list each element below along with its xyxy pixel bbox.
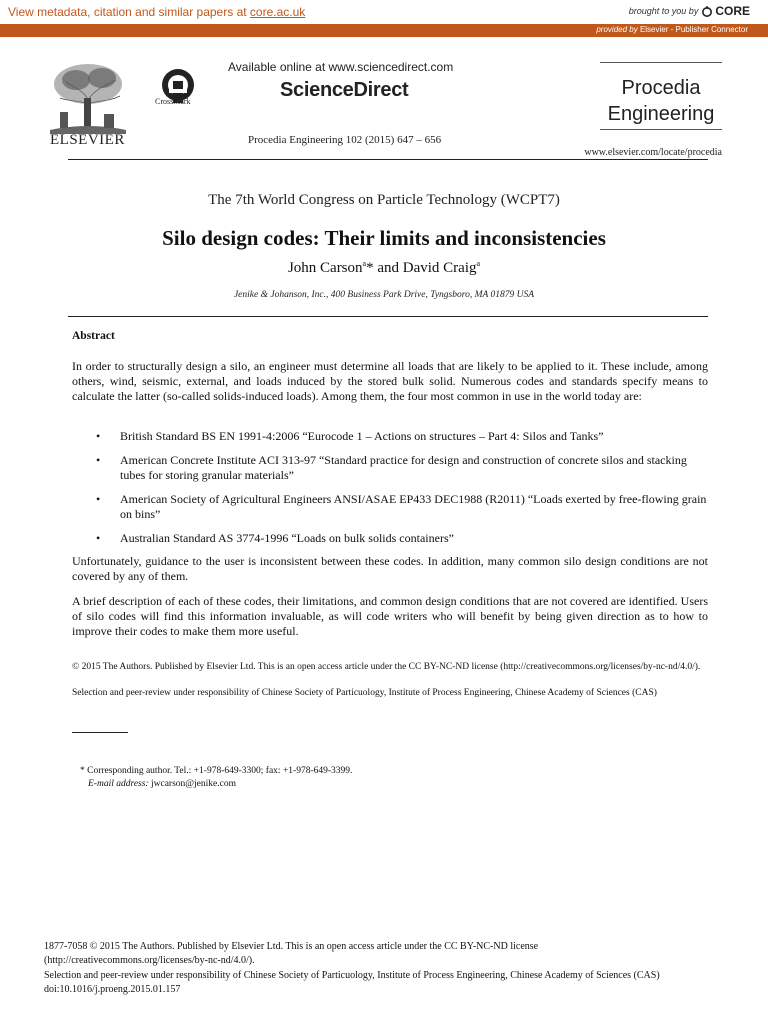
abstract-divider <box>68 316 708 317</box>
core-brand[interactable] <box>629 4 750 18</box>
paper-title: Silo design codes: Their limits and inconsistencies <box>162 226 606 250</box>
email-value[interactable]: jwcarson@jenike.com <box>148 779 236 789</box>
core-logo-icon <box>701 5 713 17</box>
journal-title-line1: Procedia <box>621 77 701 99</box>
list-item: • American Concrete Institute ACI 313-97 “Standard practice for design and construction of concrete silos and stacking tubes for storing granular materials” <box>72 453 708 492</box>
author-2: and David Craig <box>373 260 477 276</box>
corresponding-author: * Corresponding author. Tel.: +1-978-649-3300; fax: +1-978-649-3399. <box>80 766 353 776</box>
footer-line-3: Selection and peer-review under responsibility of Chinese Society of Particuology, Institute of Process Engineering, Chinese Academy of Sciences (CAS) <box>44 970 660 981</box>
author-line <box>0 259 768 277</box>
license-note: © 2015 The Authors. Published by Elsevier Ltd. This is an open access article under the CC BY-NC-ND license (http://creativecommons.org/licenses/by-nc-nd/4.0/). <box>72 662 701 672</box>
footer-line-1: 1877-7058 © 2015 The Authors. Published by Elsevier Ltd. This is an open access article under the CC BY-NC-ND license <box>44 941 539 952</box>
core-metadata-link[interactable] <box>8 5 305 19</box>
sciencedirect-logo: ScienceDirect <box>280 79 409 101</box>
list-item: • American Society of Agricultural Engineers ANSI/ASAE EP433 DEC1988 (R2011) “Loads exerted by free-flowing grain on bins” <box>72 492 708 531</box>
peer-review-note: Selection and peer-review under responsibility of Chinese Society of Particuology, Institute of Process Engineering, Chinese Academy of Sciences (CAS) <box>72 688 657 698</box>
abstract-heading: Abstract <box>72 330 115 342</box>
abstract-paragraph-3: A brief description of each of these codes, their limitations, and common design conditions that are not covered are identified. Users of silo codes will find this information invaluable, as will code writers who will benefit by being given direction as to how to improve their codes to make them more useful. <box>72 594 708 638</box>
congress-name: The 7th World Congress on Particle Technology (WCPT7) <box>208 192 560 208</box>
brought-to-you-text: brought to you by <box>628 6 699 16</box>
core-link-site[interactable]: core.ac.uk <box>249 5 306 19</box>
list-item: • British Standard BS EN 1991-4:2006 “Eurocode 1 – Actions on structures – Part 4: Silos and Tanks” <box>72 429 708 453</box>
email-label: E-mail address: <box>88 779 149 789</box>
header-divider <box>68 159 708 160</box>
core-provided-bar <box>0 24 768 37</box>
core-link-prefix: View metadata, citation and similar papers at <box>8 5 250 19</box>
code-list <box>72 429 708 546</box>
author-1: John Carson <box>287 260 363 276</box>
email-address <box>88 779 236 789</box>
corresponding-mark: * <box>366 260 374 276</box>
footnote-divider <box>72 732 128 733</box>
journal-title-line2: Engineering <box>607 103 715 125</box>
journal-title-box <box>600 62 722 130</box>
core-provided-text <box>596 25 748 34</box>
author-2-affil: a <box>476 259 481 268</box>
available-online: Available online at www.sciencedirect.com <box>228 60 454 74</box>
core-logo-text: CORE <box>715 4 750 18</box>
journal-citation: Procedia Engineering 102 (2015) 647 – 656 <box>248 134 442 146</box>
crossmark-label: CrossMark <box>155 97 191 106</box>
provided-by-rest: Elsevier - Publisher Connector <box>637 25 748 34</box>
elsevier-wordmark: ELSEVIER <box>50 132 125 148</box>
footer-license-url[interactable]: (http://creativecommons.org/licenses/by-nc-nd/4.0/). <box>44 955 255 966</box>
footer-doi[interactable]: doi:10.1016/j.proeng.2015.01.157 <box>44 984 181 995</box>
abstract-paragraph-1: In order to structurally design a silo, an engineer must determine all loads that are likely to be applied to it. These include, among others, wind, seismic, external, and loads induced by the stored bulk solid. Numerous codes and standards specify means to calculate the latter (so-called solids-induced loads). Among them, the four most common in use in the world today are: <box>72 359 708 403</box>
core-banner <box>0 0 768 25</box>
affiliation: Jenike & Johanson, Inc., 400 Business Park Drive, Tyngsboro, MA 01879 USA <box>233 290 535 300</box>
list-item: • Australian Standard AS 3774-1996 “Loads on bulk solids containers” <box>72 531 708 546</box>
journal-url[interactable]: www.elsevier.com/locate/procedia <box>584 147 722 158</box>
core-logo[interactable] <box>701 4 750 18</box>
abstract-paragraph-2: Unfortunately, guidance to the user is inconsistent between these codes. In addition, many common silo design conditions are not covered by any of them. <box>72 554 708 583</box>
provided-by-italic: provided by <box>596 25 638 34</box>
author-1-affil: a <box>362 259 367 268</box>
